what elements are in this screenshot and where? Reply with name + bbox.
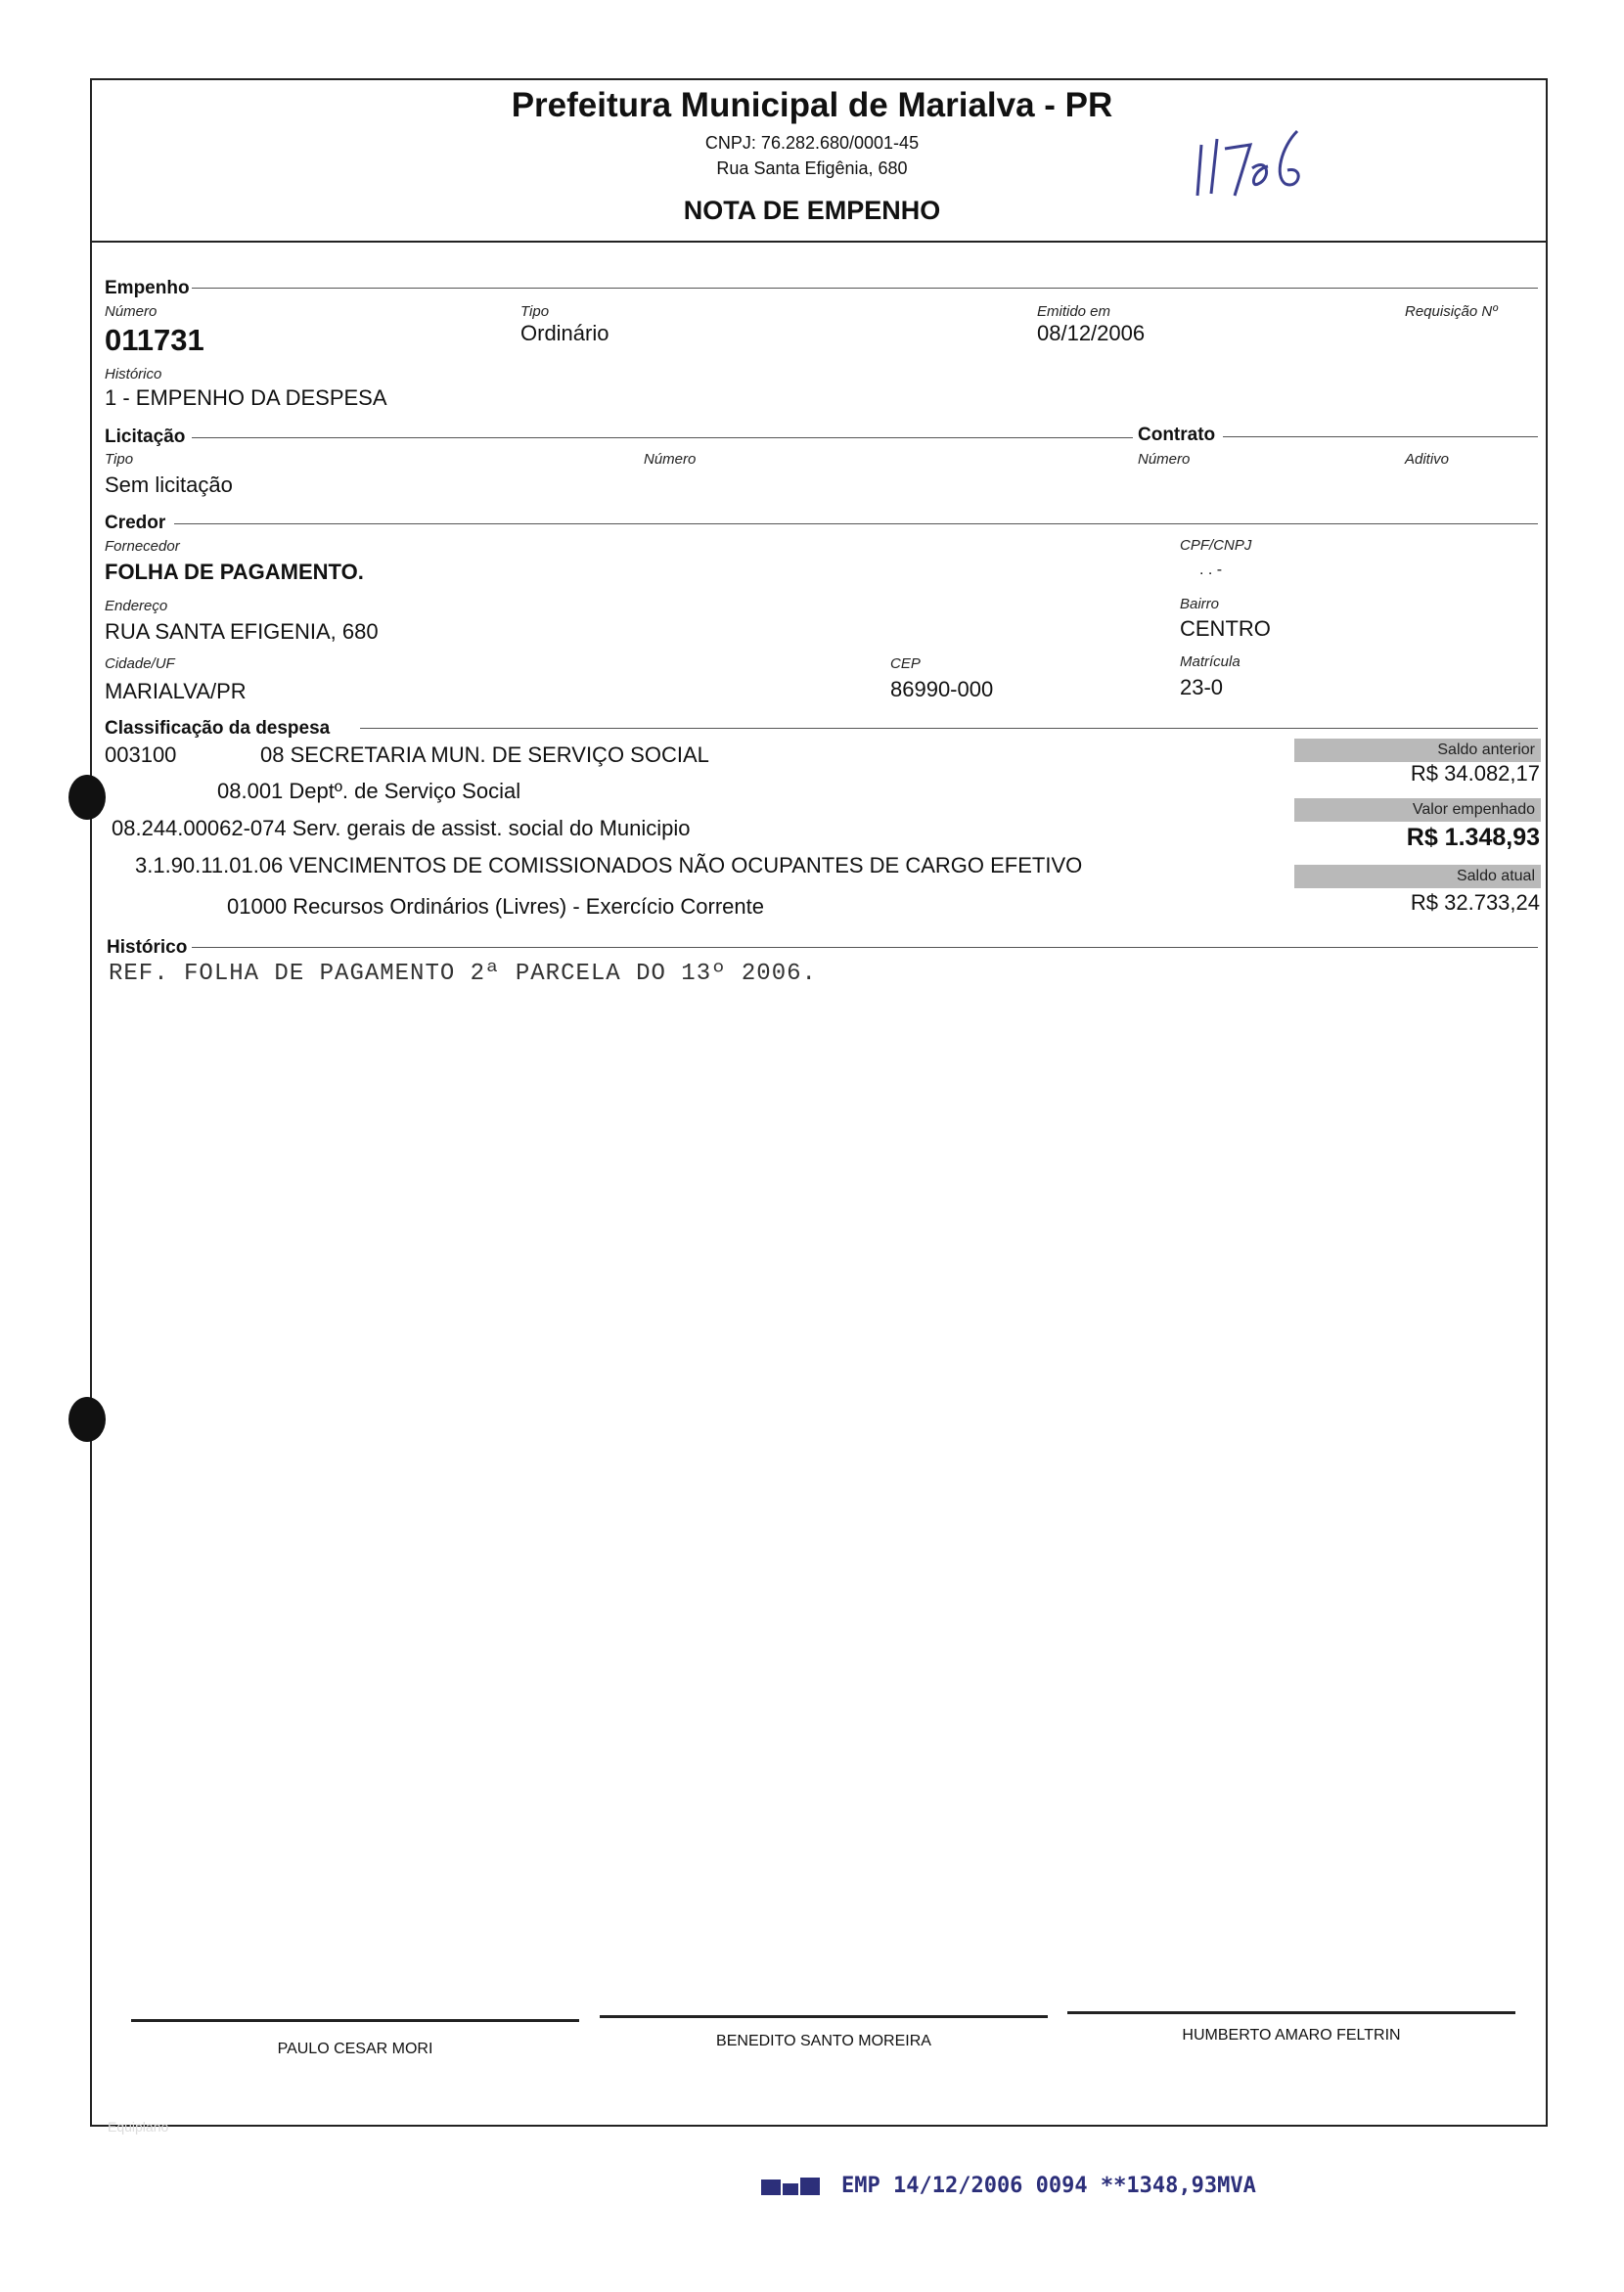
punch-hole-top [68, 775, 106, 820]
aditivo-label: Aditivo [1405, 451, 1450, 468]
numero-label: Número [105, 303, 158, 320]
section-credor: Credor [105, 513, 166, 533]
historico-rule [192, 947, 1538, 948]
saldo-anterior-label: Saldo anterior [1294, 739, 1541, 762]
section-historico: Histórico [107, 937, 188, 958]
cpf-value: . . - [1199, 562, 1223, 578]
matricula-value: 23-0 [1180, 675, 1224, 699]
stamp-block-icon [761, 2174, 822, 2205]
licitacao-rule [192, 437, 1133, 438]
saldo-atual-value: R$ 32.733,24 [1410, 890, 1540, 915]
endereco-label: Endereço [105, 598, 168, 614]
credor-rule [174, 523, 1538, 524]
footer-faint-text: Equiplano [108, 2119, 169, 2135]
classificacao-line3: 08.244.00062-074 Serv. gerais de assist. social do Municipio [112, 816, 691, 840]
cpf-label: CPF/CNPJ [1180, 537, 1252, 554]
cnpj-text: CNPJ: 76.282.680/0001-45 [704, 133, 920, 153]
section-licitacao: Licitação [105, 427, 186, 447]
handwritten-number [1192, 127, 1329, 205]
empenho-tipo: Ordinário [520, 321, 609, 345]
nota-title: NOTA DE EMPENHO [683, 196, 941, 225]
header-separator [90, 241, 1548, 243]
requisicao-label: Requisição Nº [1405, 303, 1498, 320]
saldo-atual-label: Saldo atual [1294, 865, 1541, 888]
cidade-label: Cidade/UF [105, 655, 175, 672]
signature-line-3 [1067, 2011, 1515, 2014]
prefeitura-title: Prefeitura Municipal de Marialva - PR [511, 86, 1113, 124]
payment-stamp: EMP 14/12/2006 0094 **1348,93MVA [841, 2174, 1256, 2198]
classificacao-rule [360, 728, 1538, 729]
empenho-rule [192, 288, 1538, 289]
classificacao-line1: 08 SECRETARIA MUN. DE SERVIÇO SOCIAL [260, 742, 709, 767]
address-text: Rua Santa Efigênia, 680 [716, 158, 908, 178]
signature-name-1: PAULO CESAR MORI [277, 2041, 433, 2057]
signature-line-2 [600, 2015, 1048, 2018]
section-contrato: Contrato [1138, 425, 1216, 445]
fornecedor-value: FOLHA DE PAGAMENTO. [105, 560, 364, 584]
cep-value: 86990-000 [890, 677, 994, 701]
matricula-label: Matrícula [1180, 653, 1241, 670]
emitido-date: 08/12/2006 [1037, 321, 1146, 345]
valor-empenhado-value: R$ 1.348,93 [1406, 824, 1540, 851]
endereco-value: RUA SANTA EFIGENIA, 680 [105, 619, 379, 644]
cep-label: CEP [890, 655, 921, 672]
licitacao-tipo: Sem licitação [105, 472, 233, 497]
signature-name-2: BENEDITO SANTO MOREIRA [716, 2033, 931, 2049]
historico-label: Histórico [105, 366, 162, 382]
empenho-historico: 1 - EMPENHO DA DESPESA [105, 385, 387, 410]
saldo-anterior-value: R$ 34.082,17 [1410, 761, 1540, 786]
classificacao-code: 003100 [105, 742, 177, 767]
cidade-value: MARIALVA/PR [105, 679, 247, 703]
signature-line-1 [131, 2019, 579, 2022]
licitacao-numero-label: Número [644, 451, 697, 468]
contrato-rule [1223, 436, 1538, 437]
classificacao-line4: 3.1.90.11.01.06 VENCIMENTOS DE COMISSIONADOS NÃO OCUPANTES DE CARGO EFETIVO [135, 853, 1083, 877]
tipo-label: Tipo [520, 303, 550, 320]
bairro-value: CENTRO [1180, 616, 1271, 641]
valor-empenhado-label: Valor empenhado [1294, 798, 1541, 822]
emitido-label: Emitido em [1037, 303, 1111, 320]
classificacao-line2: 08.001 Deptº. de Serviço Social [217, 779, 521, 803]
signature-name-3: HUMBERTO AMARO FELTRIN [1182, 2027, 1401, 2044]
section-empenho: Empenho [105, 278, 190, 298]
fornecedor-label: Fornecedor [105, 538, 180, 555]
classificacao-line5: 01000 Recursos Ordinários (Livres) - Exercício Corrente [227, 894, 764, 919]
historico-text: REF. FOLHA DE PAGAMENTO 2ª PARCELA DO 13º 2006. [109, 961, 817, 987]
empenho-numero: 011731 [105, 323, 204, 357]
licitacao-tipo-label: Tipo [105, 451, 134, 468]
section-classificacao: Classificação da despesa [105, 718, 331, 739]
bairro-label: Bairro [1180, 596, 1220, 612]
contrato-numero-label: Número [1138, 451, 1191, 468]
punch-hole-bottom [68, 1397, 106, 1442]
